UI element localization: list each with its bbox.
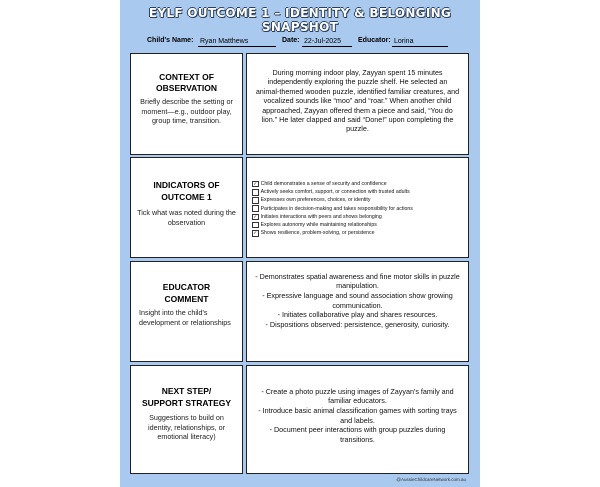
educator-field[interactable]: Lorina xyxy=(392,37,448,47)
indicator-item[interactable] xyxy=(252,213,466,221)
indicators-heading-2: OUTCOME 1 xyxy=(161,192,212,202)
context-text: During morning indoor play, Zayyan spent 15 minutes independently exploring the puzzle shelf. He selected an animal-themed wooden puzzle, identified familiar creatures, and vocalized sounds like “moo” and “roar.” When another child approached, Zayyan offered them a piece and said, “You do lion.” He later clapped and said “Done!” upon completing the puzzle. xyxy=(255,68,460,134)
indicator-item[interactable] xyxy=(252,180,466,188)
educator-label: Educator: xyxy=(358,37,391,44)
comment-text-box[interactable] xyxy=(246,261,469,362)
comment-item: - Demonstrates spatial awareness and fine motor skills in puzzle manipulation. xyxy=(255,272,460,291)
comment-item: - Dispositions observed: persistence, generosity, curiosity. xyxy=(265,319,450,329)
date-label: Date: xyxy=(282,37,300,44)
comment-label-box xyxy=(130,261,243,362)
indicator-label: Expresses own preferences, choices, or identity xyxy=(260,197,371,204)
indicators-checklist xyxy=(252,180,466,237)
indicator-item[interactable] xyxy=(252,188,466,196)
comment-list xyxy=(253,272,462,330)
next-step-item: - Document peer interactions with group puzzles during transitions. xyxy=(269,425,446,444)
next-step-prompt: Suggestions to build on identity, relationships, or emotional literacy) xyxy=(148,413,225,441)
indicator-item[interactable] xyxy=(252,196,466,204)
comment-item: - Expressive language and sound association show growing communication. xyxy=(262,291,453,310)
context-heading-1: CONTEXT OF xyxy=(159,72,214,82)
next-step-label-box xyxy=(130,365,243,474)
indicator-item[interactable] xyxy=(252,221,466,229)
next-step-heading-2: SUPPORT STRATEGY xyxy=(141,398,232,408)
context-prompt: Briefly describe the setting or moment—e.g., outdoor play, group time, transition. xyxy=(140,97,233,125)
next-step-item: - Create a photo puzzle using images of Zayyan's family and familiar educators. xyxy=(261,387,454,406)
indicators-label-box xyxy=(130,157,243,258)
child-name-field[interactable]: Ryan Matthews xyxy=(198,37,276,47)
info-row xyxy=(120,37,480,47)
checkbox[interactable] xyxy=(252,189,259,196)
indicator-label: Shows resilience, problem-solving, or persistence xyxy=(260,230,375,237)
comment-heading-1: EDUCATOR xyxy=(162,282,211,292)
indicator-item[interactable] xyxy=(252,205,466,213)
indicators-heading-1: INDICATORS OF xyxy=(153,180,220,190)
indicators-prompt: Tick what was noted during the observation xyxy=(137,208,236,227)
comment-heading-2: COMMENT xyxy=(164,294,209,304)
indicator-label: Actively seeks comfort, support, or connection with trusted adults xyxy=(260,189,410,196)
next-step-item: - Introduce basic animal classification games with sorting trays and labels. xyxy=(258,406,457,425)
next-step-heading-1: NEXT STEP/ xyxy=(161,386,212,396)
comment-item: - Initiates collaborative play and shares resources. xyxy=(277,310,438,320)
indicator-label: Explores autonomy while maintaining relationships xyxy=(260,222,377,229)
indicator-item[interactable] xyxy=(252,229,466,237)
comment-prompt: Insight into the child's development or relationships xyxy=(139,308,231,327)
indicator-label: Initiates interactions with peers and shows belonging xyxy=(260,213,382,220)
date-field[interactable]: 22-Jul-2025 xyxy=(302,37,352,47)
child-name-label: Child's Name: xyxy=(147,37,194,44)
next-step-text-box[interactable] xyxy=(246,365,469,474)
checkbox[interactable]: ✓ xyxy=(253,181,258,187)
context-heading-2: OBSERVATION xyxy=(156,83,217,93)
footer-credit: @AussieChildcareNetwork.com.au xyxy=(396,477,466,482)
checkbox[interactable]: ✓ xyxy=(253,230,258,236)
indicator-label: Participates in decision-making and takes responsibility for actions xyxy=(260,205,413,212)
page-title: EYLF OUTCOME 1 – IDENTITY & BELONGING SNAPSHOT xyxy=(148,6,452,34)
checkbox[interactable]: ✓ xyxy=(253,213,258,219)
snapshot-sheet xyxy=(120,0,480,487)
indicators-checklist-box xyxy=(246,157,469,258)
checkbox[interactable] xyxy=(252,205,259,212)
next-step-list xyxy=(253,387,462,444)
context-text-box[interactable] xyxy=(246,53,469,155)
checkbox[interactable] xyxy=(252,197,259,204)
checkbox[interactable] xyxy=(252,222,259,229)
indicator-label: Child demonstrates a sense of security and confidence xyxy=(260,181,387,187)
context-label-box xyxy=(130,53,243,155)
